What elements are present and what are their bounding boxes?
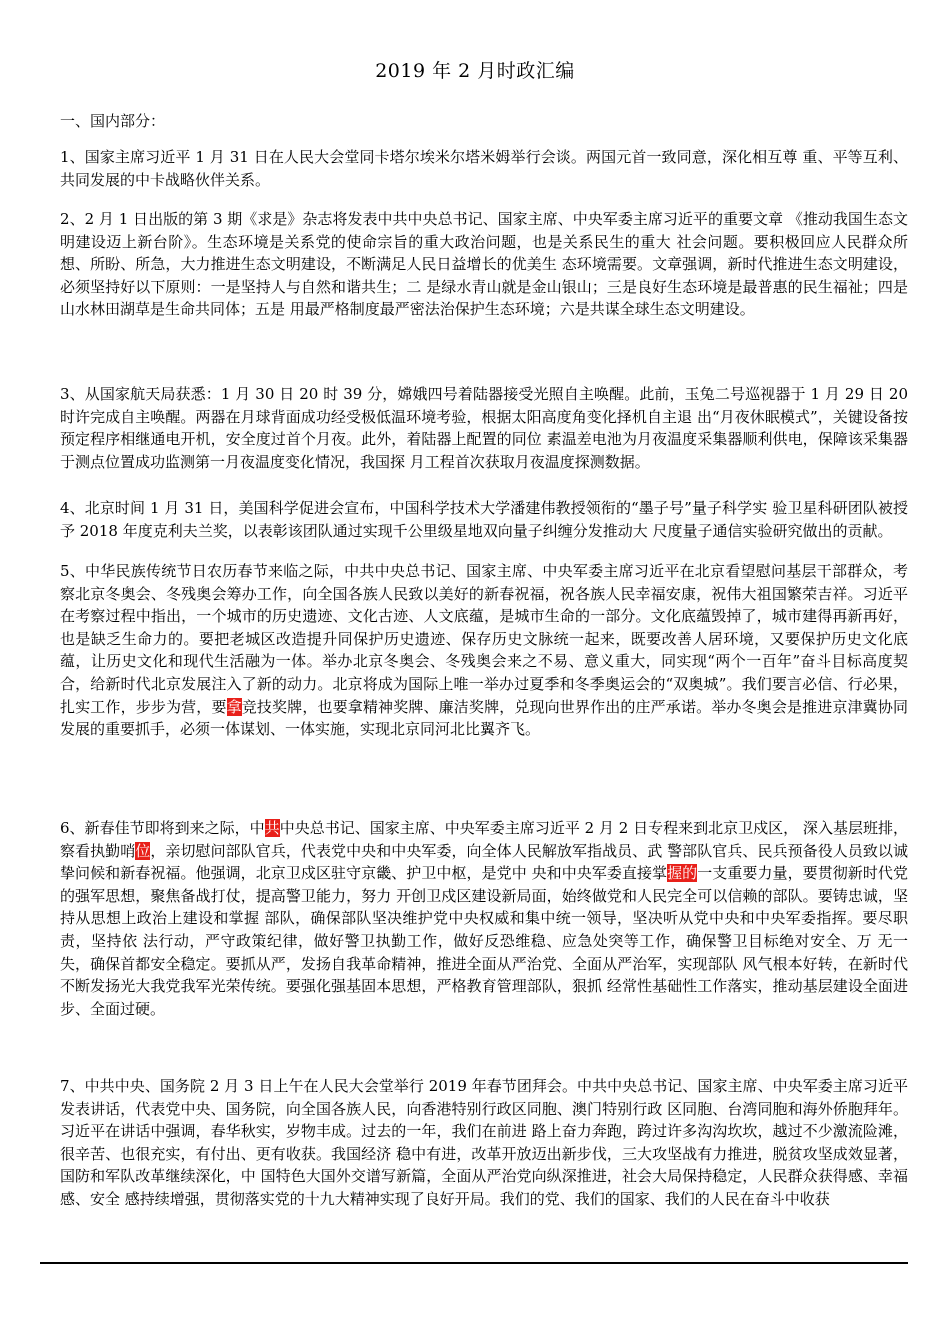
news-item-5-text-b: 竞技奖牌，也要拿精神奖牌、廉洁奖牌，兑现向世界作出的庄严承诺。举办冬奥会是推进京津冀协同发展的重要抓手，必须一体谋划、一体实施，实现北京同河北比翼齐飞。 <box>60 697 908 739</box>
section-heading: 一、国内部分： <box>60 112 166 130</box>
news-item-6 <box>60 817 908 1020</box>
news-item-5-text-a: 5、中华民族传统节日农历春节来临之际，中共中央总书记、国家主席、中央军委主席习近平在北京看望慰问基层干部群众，考察北京冬奥会、冬残奥会筹办工作，向全国各族人民致以美好的新春祝福，祝各族人民幸福安康，祝伟大祖国繁荣吉祥。习近平在考察过程中指出，一个城市的历史遗迹、文化古迹、人文底蕴，是城市生命的一部分。文化底蕴毁掉了，城市建得再新再好，也是缺乏生命力的。要把老城区改造提升同保护历史遗迹、保存历史文脉统一起来，既要改善人居环境，又要保护历史文化底蕴，让历史文化和现代生活融为一体。举办北京冬奥会、冬残奥会来之不易、意义重大，同实现“两个一百年”奋斗目标高度契合，给新时代北京发展注入了新的动力。北京将成为国际上唯一举办过夏季和冬季奥运会的“双奥城”。我们要言必信、行必果，扎实工作，步步为营，要 <box>60 562 908 716</box>
news-item-1: 1、国家主席习近平 1 月 31 日在人民大会堂同卡塔尔埃米尔塔米姆举行会谈。两国元首一致同意，深化相互尊 重、平等互利、共同发展的中卡战略伙伴关系。 <box>60 148 908 189</box>
news-item-6-text-d: 一支重要力量，要贯彻新时代党的强军思想，聚焦备战打仗，提高警卫能力，努力 开创卫戍区建设新局面，始终做党和人民完全可以信赖的部队。要铸忠诚，坚持从思想上政治上建设和掌握 部队，确保部队坚决维护党中央权威和集中统一领导，坚决听从党中央和中央军委指挥。要尽职责，坚持依 法行动，严守政策纪律，做好警卫执勤工作，做好反恐维稳、应急处突等工作，确保警卫目标绝对安全、万 无一失，确保首都安全稳定。要抓从严，发扬自我革命精神，推进全面从严治党、全面从严治军，实现部队 风气根本好转，在新时代不断发扬光大我党我军光荣传统。要强化强基固本思想，严格教育管理部队，狠抓 经常性基础性工作落实，推动基层建设全面进步、全面过硬。 <box>60 864 908 1018</box>
document-title: 2019 年 2 月时政汇编 <box>375 60 575 82</box>
highlighted-text: 握的 <box>667 864 698 883</box>
news-item-6-text-c: ，亲切慰问部队官兵，代表党中央和中央军委，向全体人民解放军指战员、武 警部队官兵、民兵预备役人员致以诚挚问候和新春祝福。他强调，北京卫戍区驻守京畿、护卫中枢，是党中 央和中央军委直接掌 <box>60 841 908 883</box>
highlighted-char: 拿 <box>226 697 242 716</box>
news-item-3: 3、从国家航天局获悉：1 月 30 日 20 时 39 分，嫦娥四号着陆器接受光照自主唤醒。此前，玉兔二号巡视器于 1 月 29 日 20 时许完成自主唤醒。两器在月球背面成功经受极低温环境考验，根据太阳高度角变化择机自主退 出“月夜休眠模式”，关键设备按预定程序相继通电开机，安全度过首个月夜。此外，着陆器上配置的同位 素温差电池为月夜温度采集器顺利供电，保障该采集器于测点位置成功监测第一月夜温度变化情况，我国探 月工程首次获取月夜温度探测数据。 <box>60 385 908 471</box>
news-item-4: 4、北京时间 1 月 31 日，美国科学促进会宣布，中国科学技术大学潘建伟教授领衔的“墨子号”量子科学实 验卫星科研团队被授予 2018 年度克利夫兰奖，以表彰该团队通过实现千公里级星地双向量子纠缠分发推动大 尺度量子通信实验研究做出的贡献。 <box>60 499 908 540</box>
news-item-6-text-a: 6、新春佳节即将到来之际，中 <box>60 819 265 837</box>
news-item-7: 7、中共中央、国务院 2 月 3 日上午在人民大会堂举行 2019 年春节团拜会。中共中央总书记、国家主席、中央军委主席习近平发表讲话，代表党中央、国务院，向全国各族人民，向香港特别行政区同胞、澳门特别行政 区同胞、台湾同胞和海外侨胞拜年。习近平在讲话中强调，春华秋实，岁物丰成。过去的一年，我们在前进 路上奋力奔跑，跨过许多沟沟坎坎，越过不少激流险滩，很辛苦、也很充实，有付出、更有收获。我国经济 稳中有进，改革开放迈出新步伐，三大攻坚战有力推进，脱贫攻坚成效显著，国防和军队改革继续深化，中 国特色大国外交谱写新篇，全面从严治党向纵深推进，社会大局保持稳定，人民群众获得感、幸福感、安全 感持续增强，贯彻落实党的十九大精神实现了良好开局。我们的党、我们的国家、我们的人民在奋斗中收获 <box>60 1077 908 1208</box>
news-item-5 <box>60 560 908 741</box>
highlighted-char: 共 <box>264 819 280 837</box>
highlighted-char: 位 <box>135 841 151 860</box>
footer-rule <box>40 1262 908 1264</box>
news-item-6-text-b: 中央总书记、国家主席、中央军委主席习近平 2 月 2 日专程来到北京卫戍区， 深入基层班排，察看执勤哨 <box>60 819 908 860</box>
news-item-2: 2、2 月 1 日出版的第 3 期《求是》杂志将发表中共中央总书记、国家主席、中央军委主席习近平的重要文章 《推动我国生态文明建设迈上新台阶》。生态环境是关系党的使命宗旨的重大政治问题，也是关系民生的重大 社会问题。要积极回应人民群众所想、所盼、所急，大力推进生态文明建设，不断满足人民日益增长的优美生 态环境需要。文章强调，新时代推进生态文明建设，必须坚持好以下原则：一是坚持人与自然和谐共生；二 是绿水青山就是金山银山；三是良好生态环境是最普惠的民生福祉；四是山水林田湖草是生命共同体；五是 用最严格制度最严密法治保护生态环境；六是共谋全球生态文明建设。 <box>60 210 908 319</box>
